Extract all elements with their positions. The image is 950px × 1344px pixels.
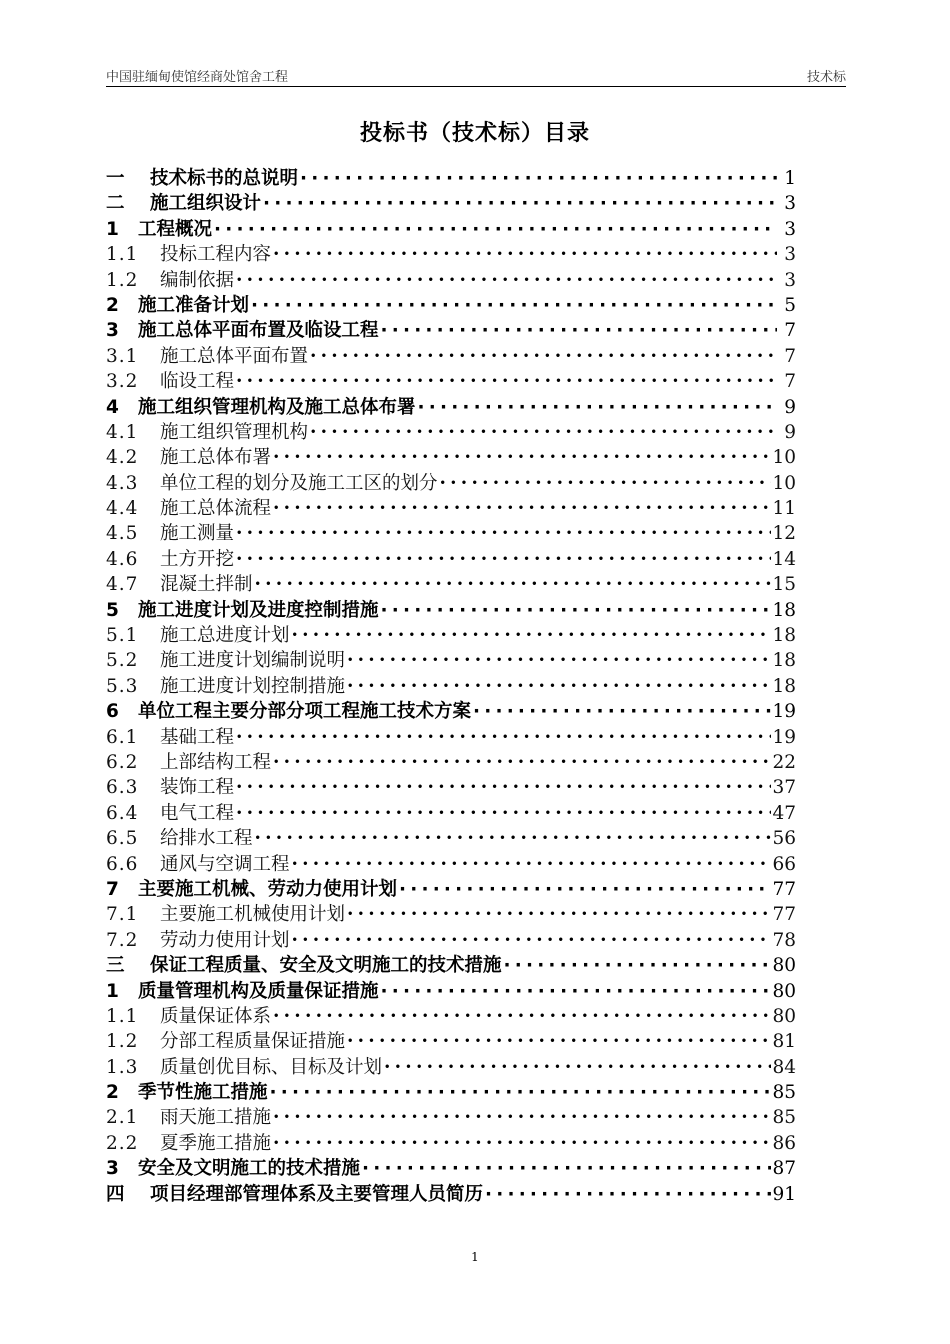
toc-entry-number: 4.2	[106, 447, 139, 469]
page-number: 1	[471, 1250, 479, 1264]
toc-entry[interactable]	[106, 1004, 796, 1029]
toc-dot-leader	[347, 902, 771, 927]
toc-entry-title: 安全及文明施工的技术措施	[138, 1158, 361, 1180]
toc-entry-title: 质量管理机构及质量保证措施	[138, 980, 379, 1002]
toc-entry-number: 2.2	[106, 1132, 139, 1154]
toc-entry[interactable]	[106, 395, 796, 420]
toc-entry-page: 91	[772, 1183, 796, 1205]
toc-entry-number: 6.1	[106, 726, 139, 748]
toc-entry-page: 37	[772, 777, 796, 799]
toc-dot-leader	[273, 242, 777, 267]
toc-dot-leader	[384, 1055, 771, 1080]
toc-entry-page: 7	[784, 320, 796, 342]
toc-entry[interactable]	[106, 801, 796, 826]
toc-entry-page: 85	[772, 1082, 796, 1104]
toc-dot-leader	[263, 191, 777, 216]
toc-entry-page: 5	[784, 294, 796, 316]
toc-entry-title: 分部工程质量保证措施	[160, 1031, 346, 1053]
toc-entry-title: 施工总进度计划	[160, 625, 290, 647]
toc-entry[interactable]	[106, 877, 796, 902]
toc-dot-leader	[292, 852, 772, 877]
toc-dot-leader	[381, 318, 777, 343]
toc-entry-page: 3	[784, 269, 796, 291]
toc-entry-number: 4.5	[106, 523, 139, 545]
toc-entry-number: 6.2	[106, 751, 139, 773]
header-project-name: 中国驻缅甸使馆经商处馆舍工程	[106, 70, 289, 85]
toc-entry-page: 9	[784, 421, 796, 443]
toc-entry-number: 1.3	[106, 1056, 139, 1078]
toc-entry-number: 2.1	[106, 1107, 139, 1129]
toc-entry-page: 56	[772, 828, 796, 850]
toc-dot-leader	[504, 953, 772, 978]
toc-entry-number: 2	[106, 1082, 119, 1104]
toc-entry-page: 22	[772, 751, 796, 773]
toc-entry[interactable]	[106, 1131, 796, 1156]
toc-entry-number: 1.1	[106, 1005, 139, 1027]
toc-entry-title: 季节性施工措施	[138, 1082, 268, 1104]
toc-entry[interactable]	[106, 191, 796, 216]
toc-entry-page: 14	[772, 548, 796, 570]
toc-dot-leader	[362, 1156, 771, 1181]
toc-dot-leader	[255, 572, 772, 597]
toc-dot-leader	[292, 928, 772, 953]
toc-entry[interactable]	[106, 1055, 796, 1080]
toc-entry-title: 施工总体流程	[160, 498, 272, 520]
toc-entry-number: 6.3	[106, 777, 139, 799]
toc-entry[interactable]	[106, 166, 796, 191]
toc-entry-number: 6.6	[106, 853, 139, 875]
toc-entry[interactable]	[106, 344, 796, 369]
toc-entry-number: 4.7	[106, 574, 139, 596]
toc-entry[interactable]	[106, 318, 796, 343]
toc-dot-leader	[347, 674, 771, 699]
toc-entry-title: 雨天施工措施	[160, 1107, 272, 1129]
toc-entry[interactable]	[106, 471, 796, 496]
toc-entry-number: 1.2	[106, 1031, 139, 1053]
toc-entry-title: 通风与空调工程	[160, 853, 290, 875]
toc-entry-number: 1.2	[106, 269, 139, 291]
toc-entry-page: 12	[772, 523, 796, 545]
toc-entry-number: 2	[106, 294, 119, 316]
toc-entry-title: 施工总体平面布置	[160, 345, 309, 367]
toc-dot-leader	[273, 1105, 771, 1130]
toc-entry-title: 电气工程	[160, 802, 235, 824]
toc-entry-number: 3.1	[106, 345, 139, 367]
toc-entry-title: 施工进度计划编制说明	[160, 650, 346, 672]
toc-entry-number: 3	[106, 320, 119, 342]
toc-entry-title: 施工组织设计	[150, 193, 262, 215]
toc-entry[interactable]	[106, 445, 796, 470]
toc-entry-number: 四	[106, 1183, 125, 1205]
toc-entry-title: 劳动力使用计划	[160, 929, 290, 951]
toc-entry[interactable]	[106, 293, 796, 318]
toc-entry-title: 单位工程的划分及施工工区的划分	[160, 472, 438, 494]
toc-entry-title: 夏季施工措施	[160, 1132, 272, 1154]
toc-entry[interactable]	[106, 521, 796, 546]
toc-dot-leader	[347, 648, 771, 673]
toc-entry-number: 3.2	[106, 371, 139, 393]
toc-entry-number: 1.1	[106, 244, 139, 266]
toc-dot-leader	[236, 801, 771, 826]
toc-dot-leader	[292, 623, 772, 648]
toc-entry-title: 质量保证体系	[160, 1005, 272, 1027]
toc-entry[interactable]	[106, 725, 796, 750]
table-of-contents	[106, 166, 796, 1207]
toc-entry[interactable]	[106, 902, 796, 927]
toc-entry-page: 3	[784, 244, 796, 266]
toc-dot-leader	[273, 750, 771, 775]
toc-entry[interactable]	[106, 1105, 796, 1130]
toc-entry[interactable]	[106, 369, 796, 394]
toc-entry-title: 投标工程内容	[160, 244, 272, 266]
toc-entry-page: 3	[784, 193, 796, 215]
toc-entry-page: 1	[784, 168, 796, 189]
toc-entry-page: 19	[772, 701, 796, 723]
toc-entry-number: 4	[106, 396, 119, 418]
toc-dot-leader	[255, 826, 772, 851]
toc-entry-page: 10	[772, 472, 796, 494]
toc-entry-page: 18	[772, 650, 796, 672]
toc-entry[interactable]	[106, 826, 796, 851]
toc-entry-number: 4.6	[106, 548, 139, 570]
toc-entry[interactable]	[106, 217, 796, 242]
toc-entry[interactable]	[106, 1156, 796, 1181]
toc-dot-leader	[236, 775, 771, 800]
toc-entry-page: 7	[784, 371, 796, 393]
toc-entry-title: 混凝土拌制	[160, 574, 253, 596]
toc-entry[interactable]	[106, 1182, 796, 1207]
toc-entry-page: 78	[772, 929, 796, 951]
toc-entry-number: 5	[106, 599, 119, 621]
page-title: 投标书（技术标）目录	[359, 121, 590, 146]
toc-dot-leader	[418, 395, 777, 420]
toc-entry[interactable]	[106, 852, 796, 877]
toc-entry-page: 19	[772, 726, 796, 748]
toc-entry[interactable]	[106, 674, 796, 699]
toc-entry[interactable]	[106, 547, 796, 572]
toc-entry-page: 80	[772, 955, 796, 977]
toc-entry-page: 81	[772, 1031, 796, 1053]
toc-entry-page: 10	[772, 447, 796, 469]
toc-dot-leader	[251, 293, 777, 318]
toc-entry[interactable]	[106, 496, 796, 521]
toc-entry-page: 66	[772, 853, 796, 875]
toc-dot-leader	[300, 166, 777, 191]
toc-entry-title: 主要施工机械使用计划	[160, 904, 346, 926]
toc-entry-title: 项目经理部管理体系及主要管理人员简历	[150, 1183, 484, 1205]
toc-entry-number: 7.1	[106, 904, 139, 926]
toc-entry-number: 7.2	[106, 929, 139, 951]
toc-entry-title: 施工进度计划控制措施	[160, 675, 346, 697]
toc-entry[interactable]	[106, 648, 796, 673]
toc-entry-number: 1	[106, 218, 119, 240]
toc-entry[interactable]	[106, 750, 796, 775]
toc-dot-leader	[236, 725, 771, 750]
toc-dot-leader	[236, 369, 777, 394]
toc-dot-leader	[236, 268, 777, 293]
toc-entry-number: 4.1	[106, 421, 139, 443]
toc-entry-title: 施工进度计划及进度控制措施	[138, 599, 379, 621]
toc-dot-leader	[440, 471, 772, 496]
toc-entry-number: 5.3	[106, 675, 139, 697]
toc-entry[interactable]	[106, 979, 796, 1004]
toc-entry[interactable]	[106, 598, 796, 623]
toc-dot-leader	[310, 420, 777, 445]
toc-entry-number: 5.2	[106, 650, 139, 672]
toc-entry-page: 80	[772, 980, 796, 1002]
toc-entry-title: 技术标书的总说明	[150, 168, 299, 189]
toc-entry-number: 5.1	[106, 625, 139, 647]
toc-dot-leader	[273, 1004, 771, 1029]
toc-entry-number: 二	[106, 193, 125, 215]
toc-entry-page: 9	[784, 396, 796, 418]
toc-entry-number: 三	[106, 955, 125, 977]
toc-entry-title: 装饰工程	[160, 777, 235, 799]
toc-dot-leader	[381, 598, 772, 623]
toc-entry-number: 一	[106, 168, 125, 189]
toc-dot-leader	[310, 344, 777, 369]
toc-entry-number: 7	[106, 878, 119, 900]
toc-dot-leader	[273, 1131, 771, 1156]
toc-entry-number: 6.5	[106, 828, 139, 850]
toc-entry-number: 1	[106, 980, 119, 1002]
toc-entry-page: 18	[772, 599, 796, 621]
toc-entry-number: 4.4	[106, 498, 139, 520]
toc-dot-leader	[214, 217, 777, 242]
toc-entry-page: 77	[772, 904, 796, 926]
toc-dot-leader	[347, 1029, 771, 1054]
toc-dot-leader	[273, 445, 771, 470]
toc-entry-page: 84	[772, 1056, 796, 1078]
toc-entry-title: 主要施工机械、劳动力使用计划	[138, 878, 398, 900]
toc-entry[interactable]	[106, 623, 796, 648]
toc-entry-page: 15	[772, 574, 796, 596]
header-section-name: 技术标	[806, 70, 846, 85]
toc-entry-title: 质量创优目标、目标及计划	[160, 1056, 383, 1078]
toc-entry-page: 77	[772, 878, 796, 900]
toc-entry[interactable]	[106, 1080, 796, 1105]
toc-entry-page: 18	[772, 625, 796, 647]
toc-entry-title: 工程概况	[138, 218, 213, 240]
toc-dot-leader	[399, 877, 771, 902]
toc-entry[interactable]	[106, 1029, 796, 1054]
toc-entry[interactable]	[106, 420, 796, 445]
toc-dot-leader	[381, 979, 772, 1004]
toc-entry-number: 6	[106, 701, 119, 723]
toc-entry-title: 单位工程主要分部分项工程施工技术方案	[138, 701, 472, 723]
toc-entry[interactable]	[106, 953, 796, 978]
toc-dot-leader	[236, 547, 771, 572]
toc-entry[interactable]	[106, 699, 796, 724]
toc-entry[interactable]	[106, 775, 796, 800]
toc-entry-page: 18	[772, 675, 796, 697]
toc-dot-leader	[473, 699, 771, 724]
toc-entry-page: 85	[772, 1107, 796, 1129]
toc-dot-leader	[270, 1080, 772, 1105]
toc-entry-number: 6.4	[106, 802, 139, 824]
toc-entry-page: 7	[784, 345, 796, 367]
toc-entry-title: 土方开挖	[160, 548, 235, 570]
toc-entry-page: 86	[772, 1132, 796, 1154]
toc-entry-page: 47	[772, 802, 796, 824]
toc-entry-title: 基础工程	[160, 726, 235, 748]
toc-entry-title: 施工总体平面布置及临设工程	[138, 320, 379, 342]
toc-entry[interactable]	[106, 572, 796, 597]
toc-entry-title: 施工组织管理机构	[160, 421, 309, 443]
toc-entry-page: 80	[772, 1005, 796, 1027]
toc-entry-number: 3	[106, 1158, 119, 1180]
toc-entry-title: 施工测量	[160, 523, 235, 545]
toc-entry-title: 上部结构工程	[160, 751, 272, 773]
toc-entry-title: 临设工程	[160, 371, 235, 393]
toc-dot-leader	[236, 521, 771, 546]
toc-entry[interactable]	[106, 242, 796, 267]
toc-entry-number: 4.3	[106, 472, 139, 494]
toc-entry-title: 施工总体布署	[160, 447, 272, 469]
toc-dot-leader	[485, 1182, 771, 1207]
toc-entry-page: 3	[784, 218, 796, 240]
toc-entry-title: 保证工程质量、安全及文明施工的技术措施	[150, 955, 502, 977]
page-header	[106, 66, 846, 87]
toc-entry-page: 11	[772, 498, 796, 520]
toc-entry-title: 给排水工程	[160, 828, 253, 850]
toc-entry-title: 施工组织管理机构及施工总体布署	[138, 396, 416, 418]
toc-entry[interactable]	[106, 268, 796, 293]
toc-entry-page: 87	[772, 1158, 796, 1180]
toc-entry-title: 编制依据	[160, 269, 235, 291]
toc-dot-leader	[273, 496, 771, 521]
toc-entry[interactable]	[106, 928, 796, 953]
toc-entry-title: 施工准备计划	[138, 294, 250, 316]
